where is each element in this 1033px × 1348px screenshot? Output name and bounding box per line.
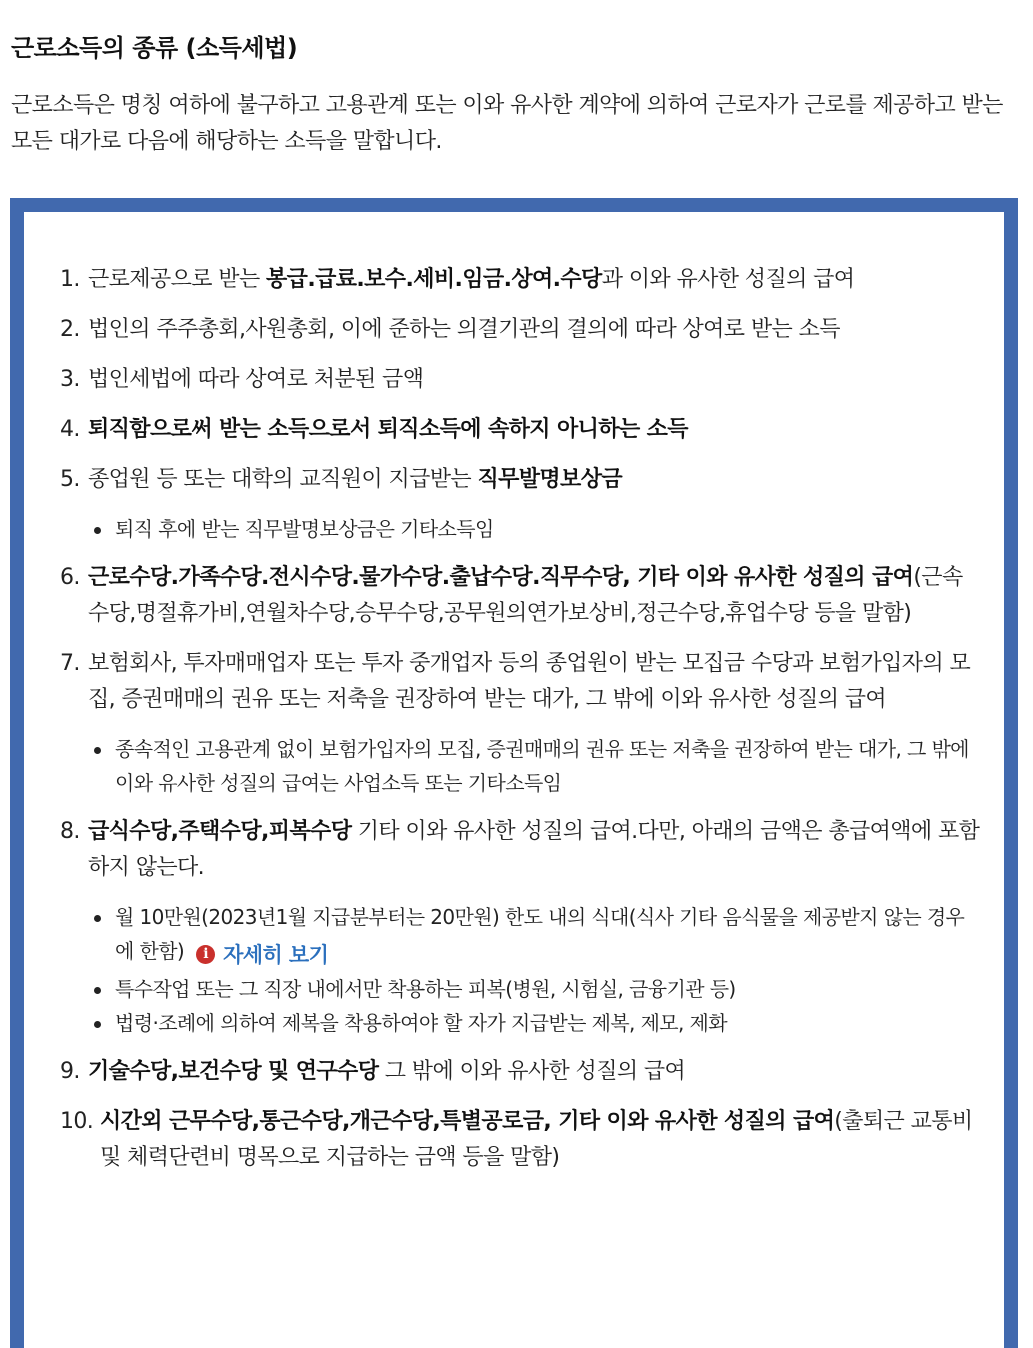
- list-item: 1. 근로제공으로 받는 봉급.급료.보수.세비.임금.상여.수당과 이와 유사한 성질의 급여: [60, 262, 980, 298]
- bullet-icon: [94, 987, 101, 994]
- item-number: 2.: [60, 317, 80, 342]
- list-item: 10. 시간외 근무수당,통근수당,개근수당,특별공로금, 기타 이와 유사한 성질의 급여(출퇴근 교통비 및 체력단련비 명목으로 지급하는 금액 등을 말함): [60, 1104, 980, 1176]
- intro-paragraph: 근로소득은 명칭 여하에 불구하고 고용관계 또는 이와 유사한 계약에 의하여 근로자가 근로를 제공하고 받는 모든 대가로 다음에 해당하는 소득을 말합니다.: [11, 93, 1003, 154]
- item-number: 10.: [60, 1108, 94, 1134]
- bullet-icon: [94, 1021, 101, 1028]
- bullet-icon: [94, 527, 101, 534]
- list-item: 9. 기술수당,보건수당 및 연구수당 그 밖에 이와 유사한 성질의 급여: [60, 1054, 980, 1090]
- item-number: 5.: [60, 467, 80, 492]
- sub-list-item: 종속적인 고용관계 없이 보험가입자의 모집, 증권매매의 권유 또는 저축을 권장하여 받는 대가, 그 밖에 이와 유사한 성질의 급여는 사업소득 또는 기타소득임: [88, 732, 980, 800]
- item-number: 8.: [60, 819, 80, 844]
- detail-link[interactable]: i 자세히 보기: [196, 938, 328, 972]
- income-types-list: [60, 262, 980, 1190]
- sub-list: [88, 732, 980, 800]
- sub-list-item: 퇴직 후에 받는 직무발명보상금은 기타소득임: [88, 512, 980, 546]
- list-item: 8. 급식수당,주택수당,피복수당 기타 이와 유사한 성질의 급여.다만, 아래의 금액은 총급여액에 포함하지 않는다. 월 10만원(2023년1월 지급분부터는 20만원) 한도 내의 식대(식사 기타 음식물을 제공받지 않는 경우에 한함) i 자세히 보기 특수작업 또는 그 직장 내에서만 착용하는 피복(병원, 시험실, 금융기관 등) 법령·조례에 의하여 제복을 착용하여야 할 자가 지급받는 제복, 제모, 제화: [60, 814, 980, 1040]
- bullet-icon: [94, 747, 101, 754]
- income-types-box: [10, 198, 1018, 1348]
- sub-list-item: 월 10만원(2023년1월 지급분부터는 20만원) 한도 내의 식대(식사 기타 음식물을 제공받지 않는 경우에 한함) i 자세히 보기: [88, 900, 980, 972]
- list-item: 3. 법인세법에 따라 상여로 처분된 금액: [60, 362, 980, 398]
- sub-list-item: 특수작업 또는 그 직장 내에서만 착용하는 피복(병원, 시험실, 금융기관 등): [88, 972, 980, 1006]
- item-number: 1.: [60, 267, 80, 292]
- item-number: 6.: [60, 565, 80, 590]
- list-item: 4. 퇴직함으로써 받는 소득으로서 퇴직소득에 속하지 아니하는 소득: [60, 412, 980, 448]
- sub-list: [88, 512, 980, 546]
- item-number: 9.: [60, 1058, 80, 1084]
- item-number: 3.: [60, 367, 80, 392]
- page-title: 근로소득의 종류 (소득세법): [11, 34, 298, 62]
- list-item: 5. 종업원 등 또는 대학의 교직원이 지급받는 직무발명보상금 퇴직 후에 받는 직무발명보상금은 기타소득임: [60, 462, 980, 546]
- item-number: 4.: [60, 417, 80, 442]
- item-number: 7.: [60, 651, 80, 676]
- list-item: 6. 근로수당.가족수당.전시수당.물가수당.출납수당.직무수당, 기타 이와 유사한 성질의 급여(근속수당,명절휴가비,연월차수당,승무수당,공무원의연가보상비,정근수당,휴업수당 등을 말함): [60, 560, 980, 632]
- list-item: 2. 법인의 주주총회,사원총회, 이에 준하는 의결기관의 결의에 따라 상여로 받는 소득: [60, 312, 980, 348]
- info-icon: i: [196, 945, 215, 964]
- sub-list-item: 법령·조례에 의하여 제복을 착용하여야 할 자가 지급받는 제복, 제모, 제화: [88, 1006, 980, 1040]
- bullet-icon: [94, 915, 101, 922]
- sub-list: [88, 900, 980, 1040]
- list-item: 7. 보험회사, 투자매매업자 또는 투자 중개업자 등의 종업원이 받는 모집금 수당과 보험가입자의 모집, 증권매매의 권유 또는 저축을 권장하여 받는 대가, 그 밖에 이와 유사한 성질의 급여 종속적인 고용관계 없이 보험가입자의 모집, 증권매매의 권유 또는 저축을 권장하여 받는 대가, 그 밖에 이와 유사한 성질의 급여는 사업소득 또는 기타소득임: [60, 646, 980, 800]
